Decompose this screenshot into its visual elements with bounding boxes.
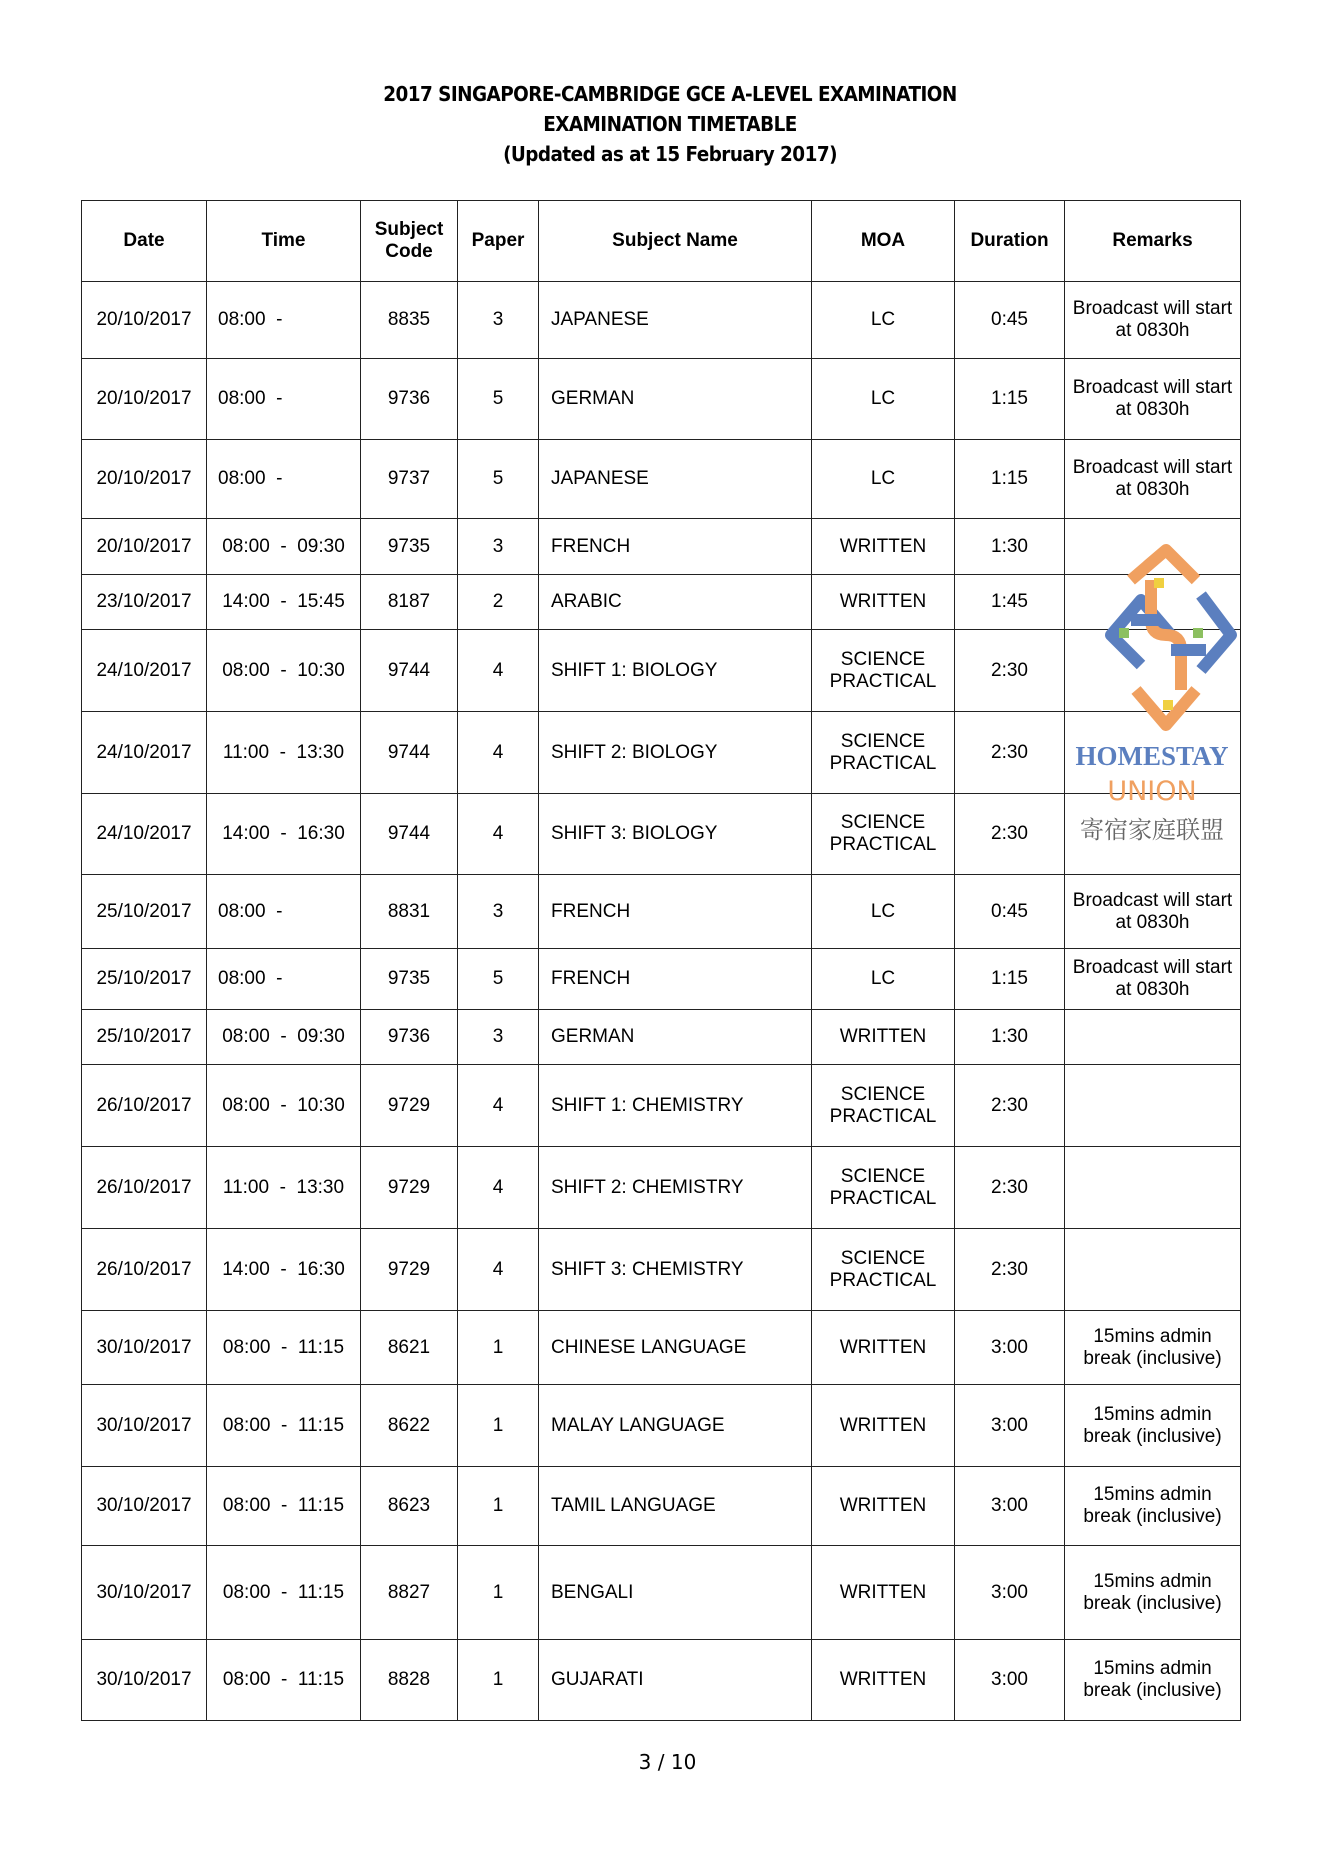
watermark-text-union: UNION xyxy=(1107,776,1197,807)
duration-cell: 1:30 xyxy=(955,1010,1065,1065)
duration-cell: 3:00 xyxy=(955,1311,1065,1385)
time-cell xyxy=(207,949,361,1010)
paper-cell: 5 xyxy=(458,440,539,519)
date-cell: 23/10/2017 xyxy=(82,575,207,630)
start-time: 08:00 xyxy=(222,1669,271,1690)
time-separator: - xyxy=(269,591,298,612)
date-cell: 30/10/2017 xyxy=(82,1385,207,1467)
exam-timetable xyxy=(81,200,1241,1721)
subject-code-cell: 9735 xyxy=(361,949,458,1010)
table-row xyxy=(82,359,1241,440)
start-time: 08:00 xyxy=(222,1581,271,1603)
date-cell: 26/10/2017 xyxy=(82,1065,207,1147)
paper-cell: 4 xyxy=(458,712,539,794)
subject-code-cell: 8621 xyxy=(361,1311,458,1385)
moa-cell: SCIENCE PRACTICAL xyxy=(812,1147,955,1229)
date-cell: 30/10/2017 xyxy=(82,1467,207,1546)
paper-cell: 1 xyxy=(458,1311,539,1385)
time-separator: - xyxy=(270,1336,298,1358)
remarks-cell xyxy=(1065,519,1241,575)
paper-cell: 4 xyxy=(458,1065,539,1147)
column-header-remarks: Remarks xyxy=(1065,201,1241,282)
start-time: 11:00 xyxy=(222,741,270,763)
paper-cell: 1 xyxy=(458,1546,539,1640)
start-time: 08:00 xyxy=(218,388,266,409)
page-number: 3 / 10 xyxy=(638,1750,697,1774)
time-cell xyxy=(207,1640,361,1721)
date-cell: 24/10/2017 xyxy=(82,794,207,875)
moa-cell: WRITTEN xyxy=(812,1311,955,1385)
paper-cell: 1 xyxy=(458,1385,539,1467)
subject-code-cell: 9744 xyxy=(361,630,458,712)
watermark-text-homestay: HOMESTAY xyxy=(1075,741,1229,771)
duration-cell: 3:00 xyxy=(955,1546,1065,1640)
duration-cell: 3:00 xyxy=(955,1467,1065,1546)
moa-cell: WRITTEN xyxy=(812,1467,955,1546)
moa-cell: LC xyxy=(812,440,955,519)
remarks-cell: 15mins admin break (inclusive) xyxy=(1065,1467,1241,1546)
date-cell: 20/10/2017 xyxy=(82,282,207,359)
time-cell xyxy=(207,1546,361,1640)
subject-code-cell: 9737 xyxy=(361,440,458,519)
duration-cell: 2:30 xyxy=(955,712,1065,794)
date-cell: 20/10/2017 xyxy=(82,519,207,575)
table-row xyxy=(82,1640,1241,1721)
start-time: 08:00 xyxy=(222,659,270,681)
subject-code-cell: 8187 xyxy=(361,575,458,630)
end-time: 11:15 xyxy=(297,1581,345,1603)
duration-cell: 1:45 xyxy=(955,575,1065,630)
moa-cell: WRITTEN xyxy=(812,1546,955,1640)
remarks-cell xyxy=(1065,712,1241,794)
doc-title-line1: 2017 SINGAPORE-CAMBRIDGE GCE A-LEVEL EXAMINATION xyxy=(383,82,957,106)
table-row xyxy=(82,440,1241,519)
time-separator: - xyxy=(269,1176,297,1198)
time-separator: - xyxy=(270,1669,298,1690)
table-row xyxy=(82,794,1241,875)
time-cell xyxy=(207,1467,361,1546)
start-time: 14:00 xyxy=(222,823,270,844)
moa-cell: SCIENCE PRACTICAL xyxy=(812,1229,955,1311)
time-separator: - xyxy=(269,659,298,681)
column-header-moa: MOA xyxy=(812,201,955,282)
subject-name-cell: JAPANESE xyxy=(539,440,812,519)
table-row xyxy=(82,1065,1241,1147)
duration-cell: 1:15 xyxy=(955,949,1065,1010)
remarks-cell: Broadcast will start at 0830h xyxy=(1065,359,1241,440)
paper-cell: 4 xyxy=(458,794,539,875)
table-row xyxy=(82,282,1241,359)
subject-name-cell: SHIFT 3: CHEMISTRY xyxy=(539,1229,812,1311)
remarks-cell: 15mins admin break (inclusive) xyxy=(1065,1385,1241,1467)
time-separator: - xyxy=(269,1026,298,1047)
table-row xyxy=(82,519,1241,575)
doc-subtitle: (Updated as at 15 February 2017) xyxy=(503,142,837,166)
paper-cell: 5 xyxy=(458,949,539,1010)
table-row xyxy=(82,630,1241,712)
remarks-cell xyxy=(1065,630,1241,712)
end-time: 11:15 xyxy=(297,1669,345,1690)
time-cell xyxy=(207,712,361,794)
subject-name-cell: GERMAN xyxy=(539,1010,812,1065)
column-header-subject-name: Subject Name xyxy=(539,201,812,282)
duration-cell: 3:00 xyxy=(955,1385,1065,1467)
subject-code-cell: 8827 xyxy=(361,1546,458,1640)
table-row xyxy=(82,1546,1241,1640)
paper-cell: 1 xyxy=(458,1640,539,1721)
subject-name-cell: GUJARATI xyxy=(539,1640,812,1721)
paper-cell: 3 xyxy=(458,282,539,359)
table-row xyxy=(82,949,1241,1010)
subject-name-cell: GERMAN xyxy=(539,359,812,440)
time-separator: - xyxy=(265,968,293,989)
moa-cell: LC xyxy=(812,875,955,949)
time-separator: - xyxy=(265,900,293,922)
time-separator: - xyxy=(270,1581,298,1603)
table-row xyxy=(82,875,1241,949)
date-cell: 25/10/2017 xyxy=(82,949,207,1010)
time-cell xyxy=(207,1010,361,1065)
subject-code-cell: 9736 xyxy=(361,1010,458,1065)
time-separator: - xyxy=(269,1094,298,1116)
moa-cell: LC xyxy=(812,282,955,359)
table-row xyxy=(82,712,1241,794)
remarks-cell xyxy=(1065,575,1241,630)
start-time: 08:00 xyxy=(222,1094,270,1116)
subject-name-cell: CHINESE LANGUAGE xyxy=(539,1311,812,1385)
start-time: 14:00 xyxy=(222,1258,270,1280)
remarks-cell: Broadcast will start at 0830h xyxy=(1065,440,1241,519)
paper-cell: 4 xyxy=(458,1147,539,1229)
subject-code-cell: 9729 xyxy=(361,1065,458,1147)
time-separator: - xyxy=(269,1258,298,1280)
time-cell xyxy=(207,1147,361,1229)
subject-name-cell: BENGALI xyxy=(539,1546,812,1640)
time-cell xyxy=(207,630,361,712)
moa-cell: SCIENCE PRACTICAL xyxy=(812,712,955,794)
header-row xyxy=(82,201,1241,282)
time-cell xyxy=(207,440,361,519)
time-cell xyxy=(207,1385,361,1467)
paper-cell: 4 xyxy=(458,630,539,712)
remarks-cell xyxy=(1065,1147,1241,1229)
remarks-cell: 15mins admin break (inclusive) xyxy=(1065,1640,1241,1721)
duration-cell: 1:15 xyxy=(955,440,1065,519)
duration-cell: 2:30 xyxy=(955,794,1065,875)
moa-cell: SCIENCE PRACTICAL xyxy=(812,1065,955,1147)
table-row xyxy=(82,575,1241,630)
end-time: 16:30 xyxy=(297,1258,345,1280)
date-cell: 20/10/2017 xyxy=(82,359,207,440)
subject-code-cell: 9736 xyxy=(361,359,458,440)
moa-cell: LC xyxy=(812,949,955,1010)
time-separator: - xyxy=(265,468,293,489)
date-cell: 24/10/2017 xyxy=(82,630,207,712)
remarks-cell xyxy=(1065,1010,1241,1065)
paper-cell: 3 xyxy=(458,1010,539,1065)
time-cell xyxy=(207,1311,361,1385)
time-cell xyxy=(207,359,361,440)
start-time: 08:00 xyxy=(222,1336,271,1358)
start-time: 08:00 xyxy=(222,1495,271,1516)
subject-code-cell: 8835 xyxy=(361,282,458,359)
table-row xyxy=(82,1147,1241,1229)
moa-cell: WRITTEN xyxy=(812,1385,955,1467)
date-cell: 26/10/2017 xyxy=(82,1229,207,1311)
time-separator: - xyxy=(270,1495,298,1516)
remarks-cell: 15mins admin break (inclusive) xyxy=(1065,1311,1241,1385)
subject-code-cell: 9735 xyxy=(361,519,458,575)
subject-code-cell: 9744 xyxy=(361,712,458,794)
subject-code-cell: 8831 xyxy=(361,875,458,949)
table-row xyxy=(82,1010,1241,1065)
remarks-cell: Broadcast will start at 0830h xyxy=(1065,875,1241,949)
time-cell xyxy=(207,282,361,359)
doc-title-line2: EXAMINATION TIMETABLE xyxy=(543,112,797,136)
end-time: 16:30 xyxy=(297,823,345,844)
end-time: 15:45 xyxy=(297,591,345,612)
start-time: 11:00 xyxy=(222,1176,270,1198)
moa-cell: WRITTEN xyxy=(812,519,955,575)
paper-cell: 4 xyxy=(458,1229,539,1311)
paper-cell: 1 xyxy=(458,1467,539,1546)
subject-code-cell: 9729 xyxy=(361,1229,458,1311)
end-time: 09:30 xyxy=(297,535,345,557)
duration-cell: 2:30 xyxy=(955,1065,1065,1147)
watermark-text-chinese: 寄宿家庭联盟 xyxy=(1080,816,1224,844)
start-time: 08:00 xyxy=(218,900,266,922)
start-time: 08:00 xyxy=(222,535,270,557)
remarks-cell xyxy=(1065,1065,1241,1147)
start-time: 14:00 xyxy=(222,591,270,612)
subject-name-cell: SHIFT 3: BIOLOGY xyxy=(539,794,812,875)
column-header-date: Date xyxy=(82,201,207,282)
table-row xyxy=(82,1229,1241,1311)
subject-name-cell: FRENCH xyxy=(539,949,812,1010)
time-separator: - xyxy=(270,1414,298,1436)
date-cell: 30/10/2017 xyxy=(82,1311,207,1385)
subject-name-cell: FRENCH xyxy=(539,519,812,575)
duration-cell: 2:30 xyxy=(955,1229,1065,1311)
paper-cell: 5 xyxy=(458,359,539,440)
subject-name-cell: SHIFT 2: BIOLOGY xyxy=(539,712,812,794)
duration-cell: 2:30 xyxy=(955,1147,1065,1229)
date-cell: 30/10/2017 xyxy=(82,1546,207,1640)
table-row xyxy=(82,1311,1241,1385)
subject-name-cell: SHIFT 1: BIOLOGY xyxy=(539,630,812,712)
duration-cell: 2:30 xyxy=(955,630,1065,712)
time-cell xyxy=(207,875,361,949)
remarks-cell: 15mins admin break (inclusive) xyxy=(1065,1546,1241,1640)
column-header-subject-code: Subject Code xyxy=(361,201,458,282)
paper-cell: 3 xyxy=(458,519,539,575)
start-time: 08:00 xyxy=(222,1026,270,1047)
subject-name-cell: TAMIL LANGUAGE xyxy=(539,1467,812,1546)
duration-cell: 0:45 xyxy=(955,282,1065,359)
time-separator: - xyxy=(265,388,293,409)
date-cell: 30/10/2017 xyxy=(82,1640,207,1721)
time-separator: - xyxy=(269,535,298,557)
remarks-cell: Broadcast will start at 0830h xyxy=(1065,949,1241,1010)
date-cell: 26/10/2017 xyxy=(82,1147,207,1229)
subject-code-cell: 8622 xyxy=(361,1385,458,1467)
column-header-time: Time xyxy=(207,201,361,282)
time-separator: - xyxy=(265,309,293,330)
date-cell: 20/10/2017 xyxy=(82,440,207,519)
subject-name-cell: JAPANESE xyxy=(539,282,812,359)
column-header-paper: Paper xyxy=(458,201,539,282)
end-time: 13:30 xyxy=(296,1176,345,1198)
time-cell xyxy=(207,1065,361,1147)
date-cell: 25/10/2017 xyxy=(82,1010,207,1065)
remarks-cell xyxy=(1065,794,1241,875)
duration-cell: 3:00 xyxy=(955,1640,1065,1721)
end-time: 11:15 xyxy=(297,1495,345,1516)
remarks-cell: Broadcast will start at 0830h xyxy=(1065,282,1241,359)
moa-cell: SCIENCE PRACTICAL xyxy=(812,794,955,875)
duration-cell: 1:15 xyxy=(955,359,1065,440)
subject-code-cell: 8623 xyxy=(361,1467,458,1546)
moa-cell: SCIENCE PRACTICAL xyxy=(812,630,955,712)
paper-cell: 3 xyxy=(458,875,539,949)
subject-name-cell: FRENCH xyxy=(539,875,812,949)
moa-cell: LC xyxy=(812,359,955,440)
end-time: 10:30 xyxy=(297,1094,345,1116)
end-time: 09:30 xyxy=(297,1026,345,1047)
remarks-cell xyxy=(1065,1229,1241,1311)
time-cell xyxy=(207,1229,361,1311)
moa-cell: WRITTEN xyxy=(812,1010,955,1065)
time-cell xyxy=(207,519,361,575)
subject-name-cell: ARABIC xyxy=(539,575,812,630)
start-time: 08:00 xyxy=(222,1414,271,1436)
start-time: 08:00 xyxy=(218,968,266,989)
time-cell xyxy=(207,794,361,875)
table-row xyxy=(82,1467,1241,1546)
subject-name-cell: MALAY LANGUAGE xyxy=(539,1385,812,1467)
moa-cell: WRITTEN xyxy=(812,575,955,630)
subject-code-cell: 9744 xyxy=(361,794,458,875)
subject-code-cell: 9729 xyxy=(361,1147,458,1229)
time-separator: - xyxy=(269,741,297,763)
table-row xyxy=(82,1385,1241,1467)
date-cell: 24/10/2017 xyxy=(82,712,207,794)
moa-cell: WRITTEN xyxy=(812,1640,955,1721)
end-time: 10:30 xyxy=(297,659,345,681)
duration-cell: 0:45 xyxy=(955,875,1065,949)
time-separator: - xyxy=(269,823,298,844)
date-cell: 25/10/2017 xyxy=(82,875,207,949)
end-time: 11:15 xyxy=(297,1336,345,1358)
end-time: 13:30 xyxy=(296,741,345,763)
paper-cell: 2 xyxy=(458,575,539,630)
start-time: 08:00 xyxy=(218,309,266,330)
subject-name-cell: SHIFT 2: CHEMISTRY xyxy=(539,1147,812,1229)
subject-name-cell: SHIFT 1: CHEMISTRY xyxy=(539,1065,812,1147)
time-cell xyxy=(207,575,361,630)
end-time: 11:15 xyxy=(297,1414,345,1436)
start-time: 08:00 xyxy=(218,468,266,489)
duration-cell: 1:30 xyxy=(955,519,1065,575)
column-header-duration: Duration xyxy=(955,201,1065,282)
subject-code-cell: 8828 xyxy=(361,1640,458,1721)
